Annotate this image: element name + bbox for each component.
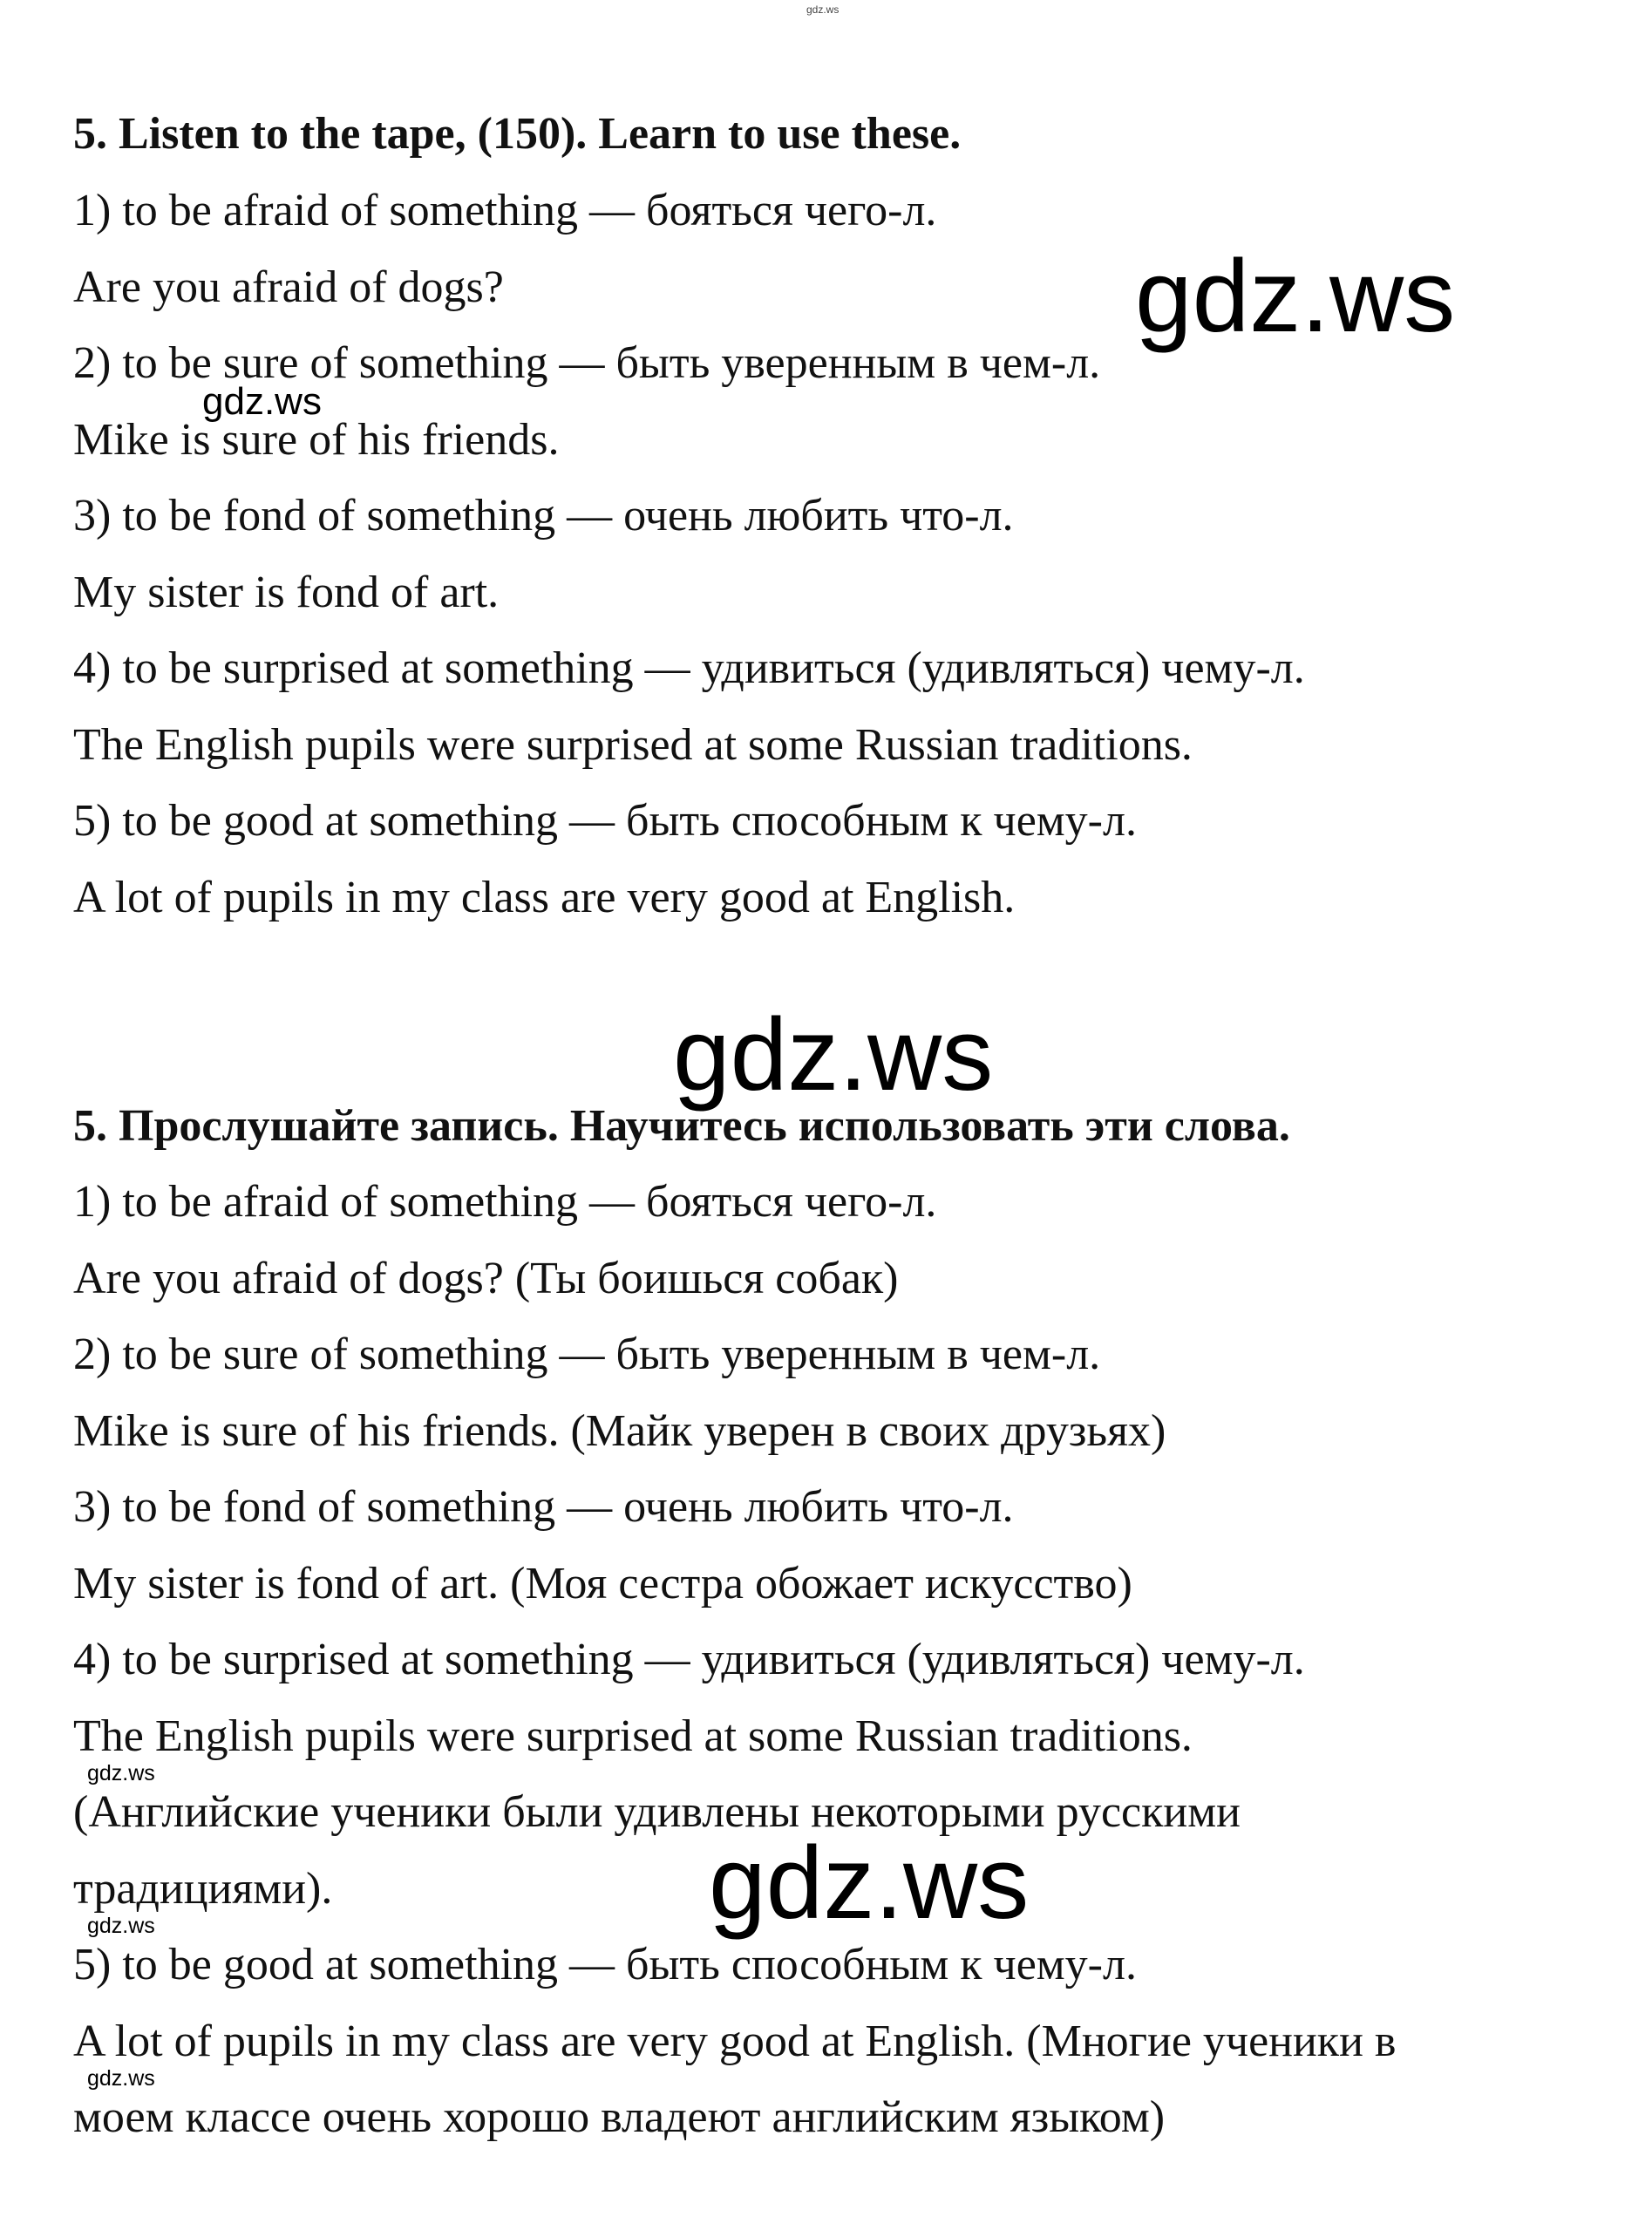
text-line: 2) to be sure of something — быть уверенным в чем-л. [73,1330,1101,1379]
text-line: A lot of pupils in my class are very good at English. (Многие ученики в [73,2017,1397,2066]
exercise-heading-russian: 5. Прослушайте запись. Научитесь использовать эти слова. [73,1101,1290,1151]
text-line: 5) to be good at something — быть способным к чему-л. [73,1940,1137,1989]
text-line: Mike is sure of his friends. (Майк уверен в своих друзьях) [73,1406,1166,1456]
text-line: My sister is fond of art. (Моя сестра обожает искусство) [73,1559,1132,1608]
text-line: 3) to be fond of something — очень любить что-л. [73,1482,1014,1532]
watermark-top: gdz.ws [806,3,840,16]
watermark-large: gdz.ws [709,1826,1030,1941]
watermark-large: gdz.ws [1135,239,1456,354]
text-line: Are you afraid of dogs? [73,262,504,312]
text-line: Are you afraid of dogs? (Ты боишься собак) [73,1254,899,1303]
text-line: 1) to be afraid of something — бояться чего-л. [73,186,937,235]
watermark-small: gdz.ws [87,2066,155,2091]
text-line: 4) to be surprised at something — удивиться (удивляться) чему-л. [73,643,1305,693]
text-line: 3) to be fond of something — очень любить что-л. [73,491,1014,541]
text-line: 5) to be good at something — быть способным к чему-л. [73,796,1137,846]
text-line: (Английские ученики были удивлены некоторыми русскими [73,1787,1241,1837]
text-line: 1) to be afraid of something — бояться чего-л. [73,1177,937,1227]
text-line: The English pupils were surprised at some Russian traditions. [73,1711,1193,1761]
text-line: моем классе очень хорошо владеют английским языком) [73,2092,1166,2142]
watermark-large: gdz.ws [673,997,994,1112]
text-line: Mike is sure of his friends. [73,415,560,465]
text-line: традициями). [73,1864,333,1914]
text-line: 2) to be sure of something — быть уверенным в чем-л. [73,338,1101,388]
watermark-small: gdz.ws [87,1914,155,1938]
text-line: A lot of pupils in my class are very good at English. [73,873,1016,922]
watermark-small: gdz.ws [87,1761,155,1785]
watermark-medium: gdz.ws [202,380,322,423]
text-line: My sister is fond of art. [73,568,500,617]
text-line: 4) to be surprised at something — удивиться (удивляться) чему-л. [73,1635,1305,1684]
exercise-heading-english: 5. Listen to the tape, (150). Learn to use these. [73,109,962,159]
text-line: The English pupils were surprised at some Russian traditions. [73,720,1193,770]
